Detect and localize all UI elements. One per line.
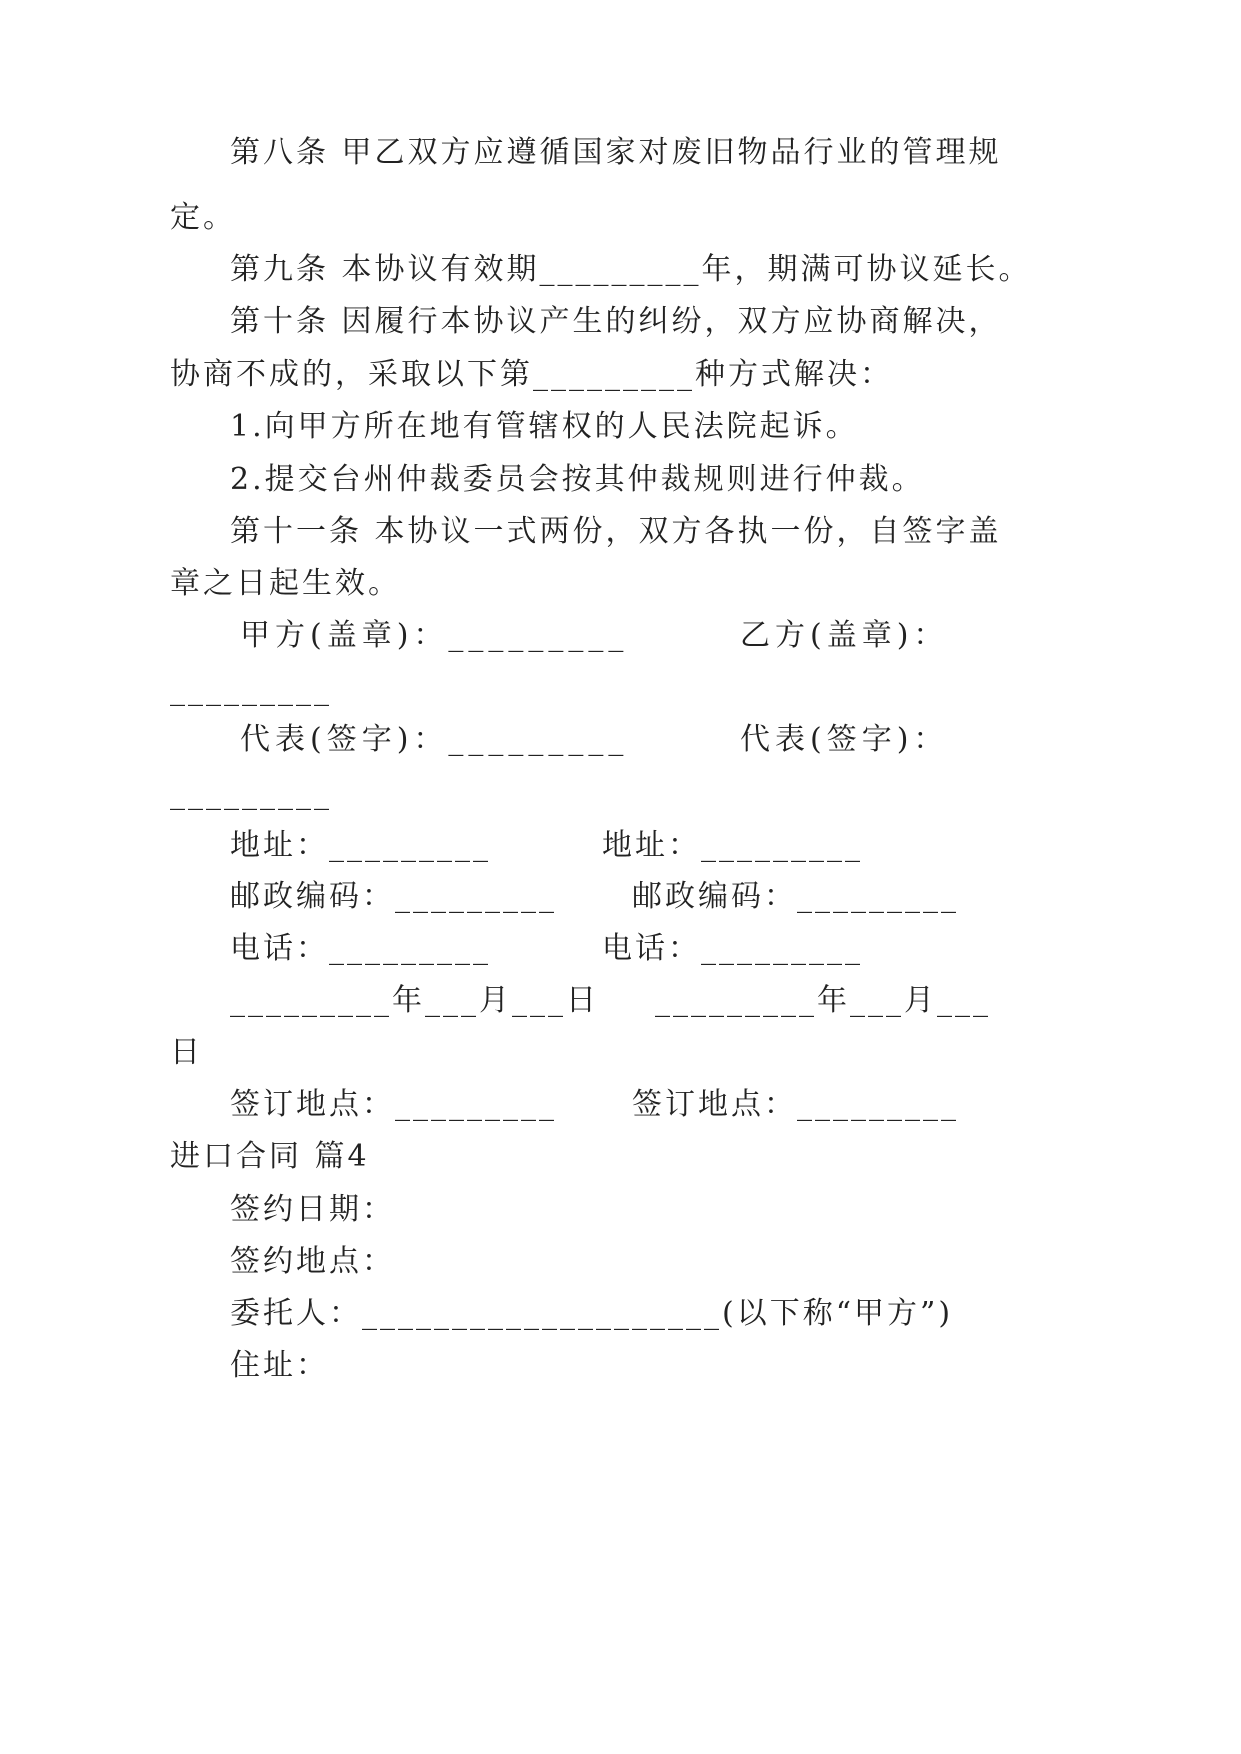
address-label: 住址： — [230, 1348, 329, 1383]
section-title: 进口合同 篇4 — [170, 1139, 370, 1174]
party-a-address: 地址：_________ — [230, 828, 491, 863]
article11-line2: 章之日起生效。 — [170, 566, 401, 601]
article10-line2: 协商不成的，采取以下第_________种方式解决： — [170, 357, 893, 392]
article9-text: 第九条 本协议有效期_________年，期满可协议延长。 — [230, 252, 1032, 287]
dispute-option-1: 1.向甲方所在地有管辖权的人民法院起诉。 — [230, 409, 859, 444]
party-b-address: 地址：_________ — [602, 828, 863, 863]
party-b-phone: 电话：_________ — [602, 931, 863, 966]
party-a-signing-place: 签订地点：_________ — [230, 1087, 557, 1122]
party-b-seal: 乙方(盖章)： — [740, 618, 949, 653]
article8-line1: 第八条 甲乙双方应遵循国家对废旧物品行业的管理规 — [230, 135, 1002, 170]
party-a-postcode: 邮政编码：_________ — [230, 879, 557, 914]
party-b-signing-place: 签订地点：_________ — [632, 1087, 959, 1122]
party-a-phone: 电话：_________ — [230, 931, 491, 966]
dispute-option-2: 2.提交台州仲裁委员会按其仲裁规则进行仲裁。 — [230, 462, 925, 497]
signing-place-label: 签约地点： — [230, 1244, 395, 1279]
party-b-postcode: 邮政编码：_________ — [632, 879, 959, 914]
client-field: 委托人：____________________(以下称“甲方”) — [230, 1296, 954, 1331]
party-b-date: _________年___月___ — [655, 983, 991, 1018]
party-b-seal-blank: _________ — [170, 672, 332, 707]
party-a-date: _________年___月___日 — [230, 983, 599, 1018]
signing-date-label: 签约日期： — [230, 1192, 395, 1227]
party-b-rep-blank: _________ — [170, 776, 332, 811]
article10-line1: 第十条 因履行本协议产生的纠纷，双方应协商解决， — [230, 304, 1002, 339]
party-b-date-day: 日 — [170, 1035, 203, 1070]
party-a-seal: 甲方(盖章)：_________ — [240, 618, 629, 653]
party-a-representative: 代表(签字)：_________ — [240, 722, 629, 757]
article8-line2: 定。 — [170, 200, 236, 235]
party-b-representative: 代表(签字)： — [740, 722, 949, 757]
article11-line1: 第十一条 本协议一式两份，双方各执一份，自签字盖 — [230, 514, 1002, 549]
